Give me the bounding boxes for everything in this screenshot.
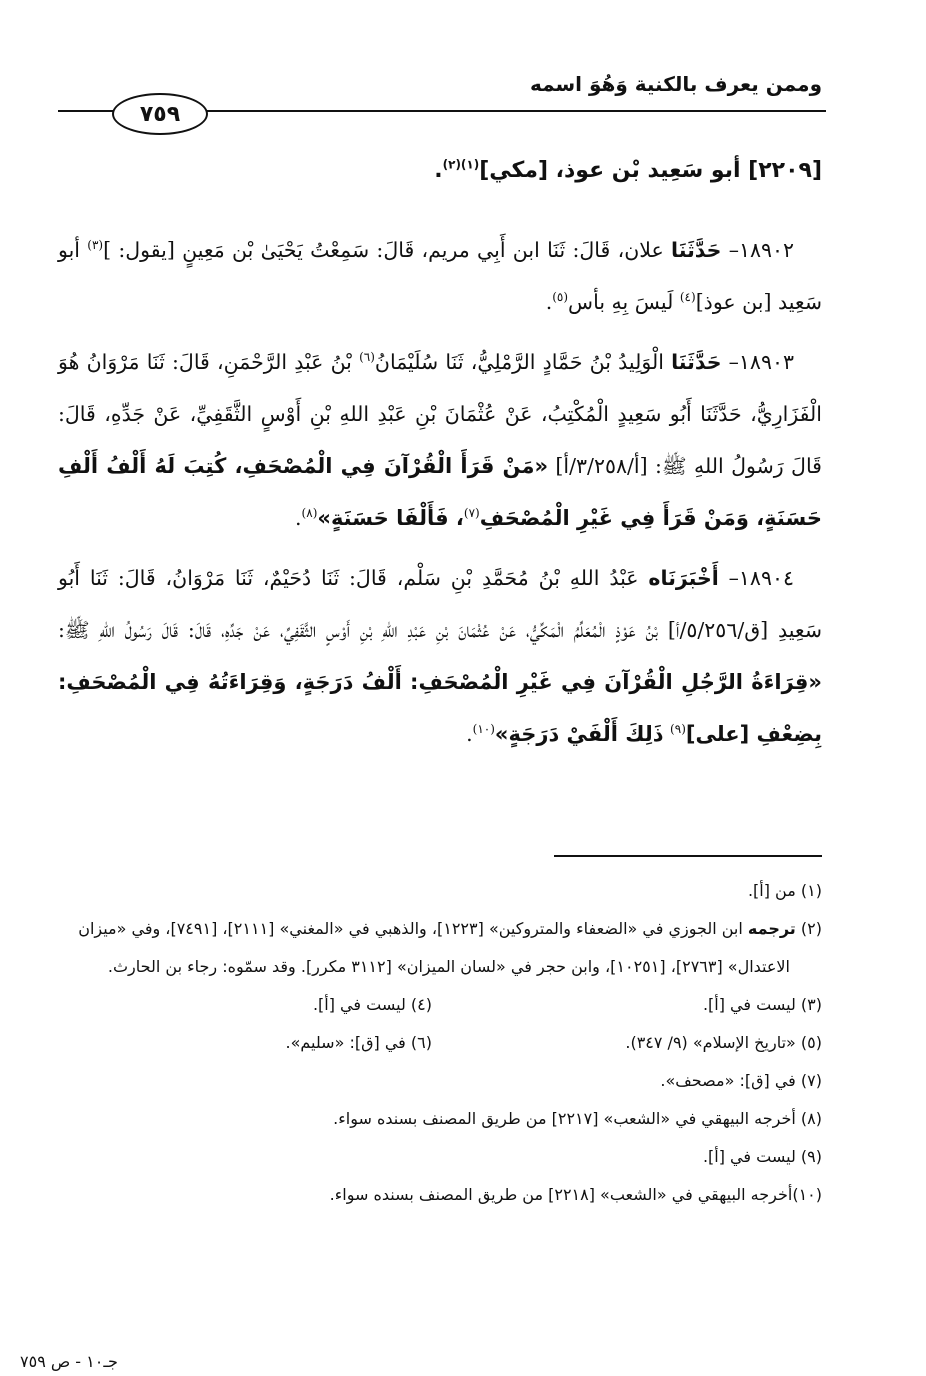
footnote-text: ابن الجوزي في «الضعفاء والمتروكين» [١٢٢٣]، والذهبي في «المغني» [٢١١١]، [٧٤٩١]، وفي «ميزان الاعتدال» [٢٧٦٣]، [١٠٢٥١]، وابن حجر في «لسان الميزان» [٣١١٢ مكرر]. وقد سمّوه: رجاء بن الحارث.: [78, 919, 790, 976]
volume-page-reference: جـ١٠ - ص ٧٥٩: [20, 1352, 118, 1371]
footnote-number: (٧): [800, 1071, 822, 1090]
paragraph-text: لَيسَ بِهِ بأس: [568, 290, 674, 314]
footnote-ref: (٥): [552, 290, 569, 305]
hadith-number: ١٨٩٠٢–: [728, 238, 794, 262]
footnote-4: [58, 986, 432, 1024]
page-number-badge: ٧٥٩: [112, 93, 208, 135]
paragraph-18904: [58, 552, 822, 760]
hadith-text: ذَلِكَ أَلْفَيْ دَرَجَةٍ»: [494, 722, 664, 746]
footnote-text: ليست في [أ].: [702, 1147, 796, 1166]
footnote-number: (١): [800, 881, 822, 900]
footnote-ref: (٩): [670, 722, 686, 737]
footnote-text: «تاريخ الإسلام» (٩/ ٣٤٧).: [625, 1033, 796, 1052]
footnote-5: [432, 1024, 822, 1062]
footnote-text: ليست في [أ].: [702, 995, 796, 1014]
hadith-number: ١٨٩٠٣–: [728, 350, 794, 374]
footnote-number: (٦): [410, 1033, 432, 1052]
footnote-number: (٢): [800, 919, 822, 938]
paragraph-end: .: [466, 722, 473, 746]
footnote-number: (٨): [800, 1109, 822, 1128]
hadith-number: ١٨٩٠٤–: [728, 566, 794, 590]
narration-keyword: أَخْبَرَنَاه: [648, 566, 719, 590]
footnote-9: [58, 1138, 822, 1176]
paragraph-18903: [58, 336, 822, 544]
footnote-text: من [أ].: [747, 881, 796, 900]
paragraph-text: الْوَلِيدُ بْنُ حَمَّادٍ الرَّمْلِيُّ، ثَنَا سُلَيْمَانُ: [374, 350, 664, 374]
running-title: وممن يعرف بالكنية وَهُوَ اسمه: [529, 72, 822, 96]
footnote-1: [58, 872, 822, 910]
footnote-ref: (١٠): [472, 722, 495, 737]
paragraph-text: علان، قَالَ: ثَنَا ابن أَبِي مريم، قَالَ: سَمِعْتُ يَحْيَىٰ بْن مَعِينٍ [يقول: ]: [103, 238, 664, 262]
footnote-3: [432, 986, 822, 1024]
footnote-row-5-6: [58, 1024, 822, 1062]
footnote-number: (٩): [800, 1147, 822, 1166]
footnote-text: في [ق]: «سليم».: [285, 1033, 406, 1052]
entry-title: [58, 158, 822, 183]
footnote-lead: ترجمه: [747, 919, 796, 938]
footnote-2: [58, 910, 822, 986]
entry-title-end: .: [434, 158, 443, 183]
main-text: [58, 224, 822, 768]
footnote-text: في [ق]: «مصحف».: [660, 1071, 796, 1090]
narration-keyword: حَدَّثَنَا: [671, 350, 722, 374]
footnote-row-3-4: [58, 986, 822, 1024]
footnote-text: ليست في [أ].: [312, 995, 406, 1014]
paragraph-text: عَبْدُ اللهِ بْنُ مُحَمَّدِ بْنِ سَلْم، قَالَ: ثَنَا دُحَيْمٌ، ثَنَا مَرْوَانُ، قَالَ: ثَنَا أَبُو سَعِيدِ [ق/٥/٢٥٦/أ] بْنُ عَوْذٍ الْمُعَلِّمُ الْمَكِّيُّ، عَنْ عُثْمَانَ بْنِ عَبْدِ اللهِ بْنِ أَوْسٍ الثَّقَفِيِّ، عَنْ جَدِّهِ، قَالَ: قَالَ رَسُولُ اللهِ ﷺ:: [58, 566, 822, 642]
paragraph-end: .: [545, 290, 553, 314]
paragraph-18902: [58, 224, 822, 328]
footnote-text: أخرجه البيهقي في «الشعب» [٢٢١٧] من طريق المصنف بسنده سواء.: [333, 1109, 796, 1128]
footnote-ref: (٣): [87, 238, 104, 253]
footnote-ref: (٦): [359, 350, 375, 365]
hadith-text: «مَنْ قَرَأَ الْقُرْآنَ فِي الْمُصْحَفِ، كُتِبَ لَهُ أَلْفُ أَلْفِ حَسَنَةٍ، وَمَنْ قَرَأَ فِي غَيْرِ الْمُصْحَفِ: [58, 454, 822, 530]
footnote-number: (٣): [800, 995, 822, 1014]
paragraph-text: بْنُ عَبْدِ الرَّحْمَنِ، قَالَ: ثَنَا مَرْوَانُ هُوَ الْفَزَارِيُّ، حَدَّثَنَا أَبُو سَعِيدٍ الْمُكْتِبُ، عَنْ عُثْمَانَ بْنِ عَبْدِ اللهِ بْنِ أَوْسٍ الثَّقَفِيِّ، عَنْ جَدِّهِ، قَالَ: قَالَ رَسُولُ اللهِ ﷺ: [أ/٣/٢٥٨/أ]: [58, 350, 822, 478]
footnote-ref: (٧): [463, 506, 480, 521]
footnotes: [58, 872, 822, 1214]
footnote-10: [58, 1176, 822, 1214]
paragraph-end: .: [295, 506, 302, 530]
footnote-rule: [554, 855, 822, 857]
entry-title-text: [٢٢٠٩] أبو سَعِيد بْن عوذ، [مكي]: [479, 158, 822, 183]
hadith-text: ، فَأَلْفَا حَسَنَةٍ»: [317, 506, 464, 530]
footnote-text: أخرجه البيهقي في «الشعب» [٢٢١٨] من طريق المصنف بسنده سواء.: [329, 1185, 793, 1204]
hadith-text: «قِرَاءَةُ الرَّجُلِ الْقُرْآنَ فِي غَيْرِ الْمُصْحَفِ: أَلْفُ دَرَجَةٍ، وَقِرَاءَتُهُ فِي الْمُصْحَفِ: بِضِعْفِ [على]: [58, 670, 822, 746]
narration-keyword: حَدَّثَنَا: [671, 238, 722, 262]
footnote-7: [58, 1062, 822, 1100]
footnote-6: [58, 1024, 432, 1062]
paragraph-text: أبو سَعِيد [بن عوذ]: [58, 238, 822, 314]
footnote-8: [58, 1100, 822, 1138]
footnote-number: (٥): [800, 1033, 822, 1052]
footnote-ref: (٨): [301, 506, 318, 521]
entry-title-refs: (١)(٢): [442, 157, 480, 172]
footnote-ref: (٤): [679, 290, 696, 305]
footnote-number: (١٠): [792, 1185, 822, 1204]
footnote-number: (٤): [410, 995, 432, 1014]
